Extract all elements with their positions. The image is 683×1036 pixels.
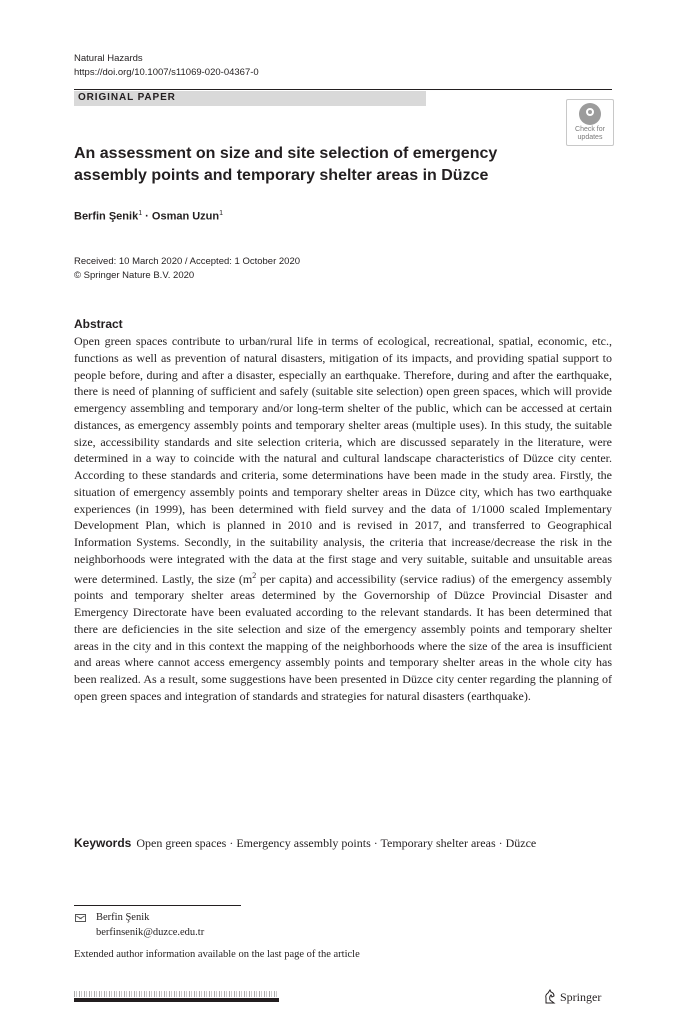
envelope-icon	[75, 914, 86, 922]
abstract-text-part: per capita) and accessibility (service radius) of the emergency assembly points and temporary shelter areas determined by the Governorship of Düzce Provincial Disaster and Emergency Directorate have been evaluated according to the relevant standards. It has been determined that there are deficiencies in the site selection and size of the emergency assembly points and temporary shelter areas in the city and in this context the mapping of the neighborhoods where the size of the area is insufficient and areas where cannot access emergency assembly points and temporary shelter areas in the whole city has been realized. As a result, some suggestions have been presented in Düzce city center regarding the planning of open green spaces and integration of standards and strategies for natural disasters (earthquake).	[74, 571, 613, 703]
author-affiliation: 1	[138, 210, 143, 217]
publisher-logo	[543, 989, 601, 1005]
update-badge-label: Check for updates	[575, 126, 605, 141]
copyright: © Springer Nature B.V. 2020	[74, 270, 195, 281]
corresponding-name: Berfin Şenik	[96, 912, 150, 923]
corresponding-email[interactable]: berfinsenik@duzce.edu.tr	[96, 926, 205, 938]
footer-barcode	[74, 991, 279, 997]
doi-link[interactable]: https://doi.org/10.1007/s11069-020-04367-0	[74, 67, 259, 78]
corresponding-author	[96, 911, 204, 940]
footnote-rule	[74, 905, 241, 906]
extended-author-note: Extended author information available on the last page of the article	[74, 949, 360, 960]
keywords	[74, 835, 612, 852]
section-label: ORIGINAL PAPER	[78, 92, 176, 103]
author-list	[74, 210, 223, 223]
journal-info	[74, 52, 259, 80]
author-separator: ·	[145, 210, 149, 223]
check-for-updates-badge[interactable]	[566, 99, 614, 146]
received-accepted: Received: 10 March 2020 / Accepted: 1 October 2020	[74, 256, 301, 267]
update-icon	[579, 103, 601, 125]
article-title: An assessment on size and site selection of emergency assembly points and temporary shelter areas in Düzce	[74, 145, 498, 184]
abstract-heading: Abstract	[74, 317, 123, 331]
author-name[interactable]: Osman Uzun	[151, 210, 220, 223]
author-affiliation: 1	[219, 210, 224, 217]
keywords-list: Open green spaces · Emergency assembly points · Temporary shelter areas · Düzce	[136, 836, 537, 850]
superscript: 2	[252, 570, 257, 580]
journal-name: Natural Hazards	[74, 53, 143, 64]
publication-dates	[74, 255, 300, 283]
springer-horse-icon	[543, 989, 557, 1004]
header-rule	[74, 89, 612, 90]
abstract-text-part: Open green spaces contribute to urban/rural life in terms of ecological, recreational, spatial, economic, etc., functions as well as prevention of natural disasters, mitigation of its impacts, and providing spatial support to people before, during and after a disaster, especially an earthquake. Therefore, during and after the earthquake, there is need of planning of sufficient and safely (suitable site selection) open green spaces, which will provide emergency assembling and temporary and/or long-term shelter of the public, which can be accessed at certain distances, as emergency assembly points and temporary shelter areas (multiple uses). In this study, the suitable size, accessibility standards and site selection criteria, which are discussed separately in the literature, were determined in a way to coincide with the natural and cultural landscape characteristics of Düzce city center. According to these standards and criteria, some determinations have been made in the study area. Firstly, the situation of emergency assembly points and temporary shelter areas in Düzce city, which has two earthquake experiences (in 1999), has been determined with field survey and the data of 1/1000 scaled Implementary Development Plan, which is planned in 2010 and is revised in 2017, and transferred to Geographical Information Systems. Secondly, in the suitability analysis, the criteria that increase/decrease the risk in the neighborhoods were integrated with the data at the first stage and very suitable, suitable and unsuitable areas were determined. Lastly, the size (m	[74, 334, 612, 586]
publisher-name: Springer	[560, 990, 602, 1004]
section-bar	[74, 91, 426, 106]
author-name[interactable]: Berfin Şenik	[74, 210, 139, 223]
keywords-heading: Keywords	[74, 836, 132, 850]
footer-bar	[74, 998, 279, 1002]
abstract-text	[74, 333, 612, 705]
